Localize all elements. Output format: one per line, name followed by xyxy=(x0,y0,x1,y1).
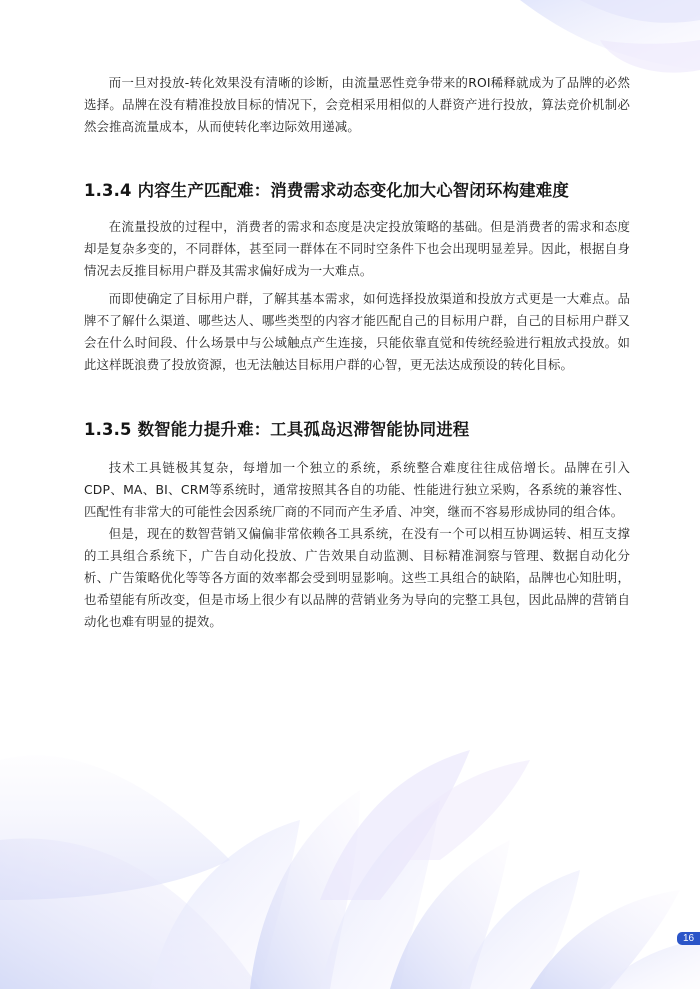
section-1-3-5-paragraph-1: 技术工具链极其复杂，每增加一个独立的系统，系统整合难度往往成倍增长。品牌在引入CDP、MA、BI、CRM等系统时，通常按照其各自的功能、性能进行独立采购，各系统的兼容性、匹配性有非常大的可能性会因系统厂商的不同而产生矛盾、冲突，继而不容易形成协同的组合体。 xyxy=(84,460,630,519)
page-content xyxy=(84,72,630,633)
bottom-petals xyxy=(0,750,700,989)
section-1-3-4-paragraph-2: 而即使确定了目标用户群，了解其基本需求，如何选择投放渠道和投放方式更是一大难点。品牌不了解什么渠道、哪些达人、哪些类型的内容才能匹配自己的目标用户群，自己的目标用户群又会在什么时间段、什么场景中与公域触点产生连接，只能依靠直觉和传统经验进行粗放式投放。如此这样既浪费了投放资源，也无法触达目标用户群的心智，更无法达成预设的转化目标。 xyxy=(84,291,630,372)
section-1-3-4-paragraph-1: 在流量投放的过程中，消费者的需求和态度是决定投放策略的基础。但是消费者的需求和态度却是复杂多变的，不同群体，甚至同一群体在不同时空条件下也会出现明显差异。因此，根据自身情况去反推目标用户群及其需求偏好成为一大难点。 xyxy=(84,219,630,278)
section-heading-1-3-5: 1.3.5 数智能力提升难：工具孤岛迟滞智能协同进程 xyxy=(84,420,470,439)
page-number-badge: 16 xyxy=(677,932,700,945)
intro-paragraph: 而一旦对投放-转化效果没有清晰的诊断，由流量恶性竞争带来的ROI稀释就成为了品牌的必然选择。品牌在没有精准投放目标的情况下，会竞相采用相似的人群资产进行投放，算法竞价机制必然会推高流量成本，从而使转化率边际效用递减。 xyxy=(84,75,630,134)
section-1-3-5-paragraph-2: 但是，现在的数智营销又偏偏非常依赖各工具系统，在没有一个可以相互协调运转、相互支撑的工具组合系统下，广告自动化投放、广告效果自动监测、目标精准洞察与管理、数据自动化分析、广告策略优化等等各方面的效率都会受到明显影响。这些工具组合的缺陷，品牌也心知肚明，也希望能有所改变，但是市场上很少有以品牌的营销业务为导向的完整工具包，因此品牌的营销自动化也难有明显的提效。 xyxy=(84,526,630,629)
section-heading-1-3-4: 1.3.4 内容生产匹配难：消费需求动态变化加大心智闭环构建难度 xyxy=(84,181,569,200)
top-right-petals xyxy=(520,0,700,73)
